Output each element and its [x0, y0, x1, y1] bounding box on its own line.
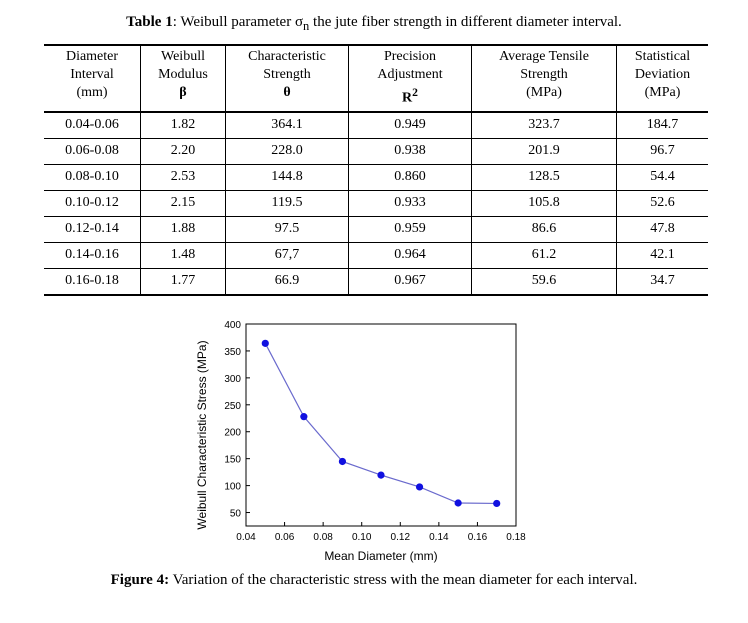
table-caption: [0, 14, 748, 34]
table-cell: 0.938: [349, 138, 472, 164]
table-cell: 228.0: [226, 138, 349, 164]
table-cell: 0.933: [349, 190, 472, 216]
table-cell: 0.08-0.10: [44, 164, 141, 190]
figure-caption-text: Variation of the characteristic stress with the mean diameter for each interval.: [169, 572, 638, 588]
table-caption-text: : Weibull parameter σ: [172, 14, 304, 30]
x-tick-label: 0.10: [351, 532, 372, 543]
weibull-table: [44, 44, 708, 296]
table-cell: 0.12-0.14: [44, 216, 141, 242]
y-axis-label: Weibull Characteristic Stress (MPa): [195, 340, 209, 530]
table-row: [44, 268, 708, 295]
y-tick-label: 300: [224, 373, 241, 385]
y-tick-label: 250: [224, 400, 241, 412]
table-cell: 2.15: [141, 190, 226, 216]
table-cell: 66.9: [226, 268, 349, 295]
table-cell: 97.5: [226, 216, 349, 242]
table-cell: 86.6: [472, 216, 617, 242]
series-line: [265, 343, 496, 503]
header-average-tensile-strength: Average Tensile Strength (MPa): [472, 45, 617, 112]
data-point: [300, 413, 307, 420]
table-cell: 105.8: [472, 190, 617, 216]
table-caption-rest: the jute fiber strength in different diameter interval.: [309, 14, 622, 30]
table-caption-label: Table 1: [126, 14, 173, 30]
table-row: [44, 242, 708, 268]
x-tick-label: 0.08: [313, 532, 333, 543]
data-points: [262, 340, 501, 507]
table-cell: 67,7: [226, 242, 349, 268]
plot-frame: [246, 324, 516, 526]
table-cell: 2.53: [141, 164, 226, 190]
header-diameter-interval: Diameter Interval (mm): [44, 45, 141, 112]
table-cell: 0.16-0.18: [44, 268, 141, 295]
x-tick-label: 0.18: [506, 532, 526, 543]
table-cell: 201.9: [472, 138, 617, 164]
table-cell: 1.77: [141, 268, 226, 295]
table-cell: 128.5: [472, 164, 617, 190]
table-cell: 1.88: [141, 216, 226, 242]
table-cell: 52.6: [617, 190, 709, 216]
data-point: [262, 340, 269, 347]
table-cell: 0.14-0.16: [44, 242, 141, 268]
header-statistical-deviation: Statistical Deviation (MPa): [617, 45, 709, 112]
table-row: [44, 216, 708, 242]
x-tick-label: 0.04: [236, 532, 256, 543]
y-tick-label: 350: [224, 346, 241, 358]
table-cell: 184.7: [617, 112, 709, 139]
table-cell: 119.5: [226, 190, 349, 216]
x-tick-label: 0.14: [429, 532, 449, 543]
header-weibull-modulus: Weibull Modulus β: [141, 45, 226, 112]
data-point: [339, 458, 346, 465]
table-cell: 0.959: [349, 216, 472, 242]
table-cell: 0.967: [349, 268, 472, 295]
table-cell: 0.964: [349, 242, 472, 268]
table-cell: 0.949: [349, 112, 472, 139]
y-tick-label: 150: [224, 454, 241, 466]
table-cell: 2.20: [141, 138, 226, 164]
x-tick-label: 0.06: [274, 532, 295, 543]
figure-caption: [0, 572, 748, 589]
table-caption-subscript: n: [303, 19, 310, 33]
x-axis-label: Mean Diameter (mm): [324, 549, 438, 563]
data-point: [455, 499, 462, 506]
figure-caption-label: Figure 4:: [110, 572, 170, 588]
table-cell: 0.10-0.12: [44, 190, 141, 216]
table-row: [44, 164, 708, 190]
table-cell: 47.8: [617, 216, 709, 242]
y-tick-label: 400: [224, 320, 241, 331]
header-characteristic-strength: Characteristic Strength θ: [226, 45, 349, 112]
y-tick-label: 50: [229, 508, 241, 520]
table-cell: 0.860: [349, 164, 472, 190]
data-point: [377, 471, 384, 478]
table-cell: 61.2: [472, 242, 617, 268]
table-row: [44, 138, 708, 164]
y-tick-label: 200: [224, 427, 241, 439]
data-point: [416, 483, 423, 490]
table-cell: 34.7: [617, 268, 709, 295]
table-row: [44, 190, 708, 216]
table-cell: 1.48: [141, 242, 226, 268]
table-cell: 364.1: [226, 112, 349, 139]
data-point: [493, 500, 500, 507]
table-row: [44, 112, 708, 139]
x-tick-label: 0.12: [390, 532, 411, 543]
table-header-row: [44, 45, 708, 112]
table-cell: 0.04-0.06: [44, 112, 141, 139]
table-cell: 1.82: [141, 112, 226, 139]
x-axis: [236, 522, 526, 543]
table-cell: 323.7: [472, 112, 617, 139]
table-cell: 96.7: [617, 138, 709, 164]
table-cell: 54.4: [617, 164, 709, 190]
table-cell: 59.6: [472, 268, 617, 295]
x-tick-label: 0.16: [467, 532, 488, 543]
table-cell: 42.1: [617, 242, 709, 268]
header-precision-adjustment: Precision Adjustment $R^2$: [349, 45, 472, 112]
characteristic-stress-chart: [180, 310, 540, 566]
y-tick-label: 100: [224, 481, 241, 493]
table-cell: 144.8: [226, 164, 349, 190]
table-cell: 0.06-0.08: [44, 138, 141, 164]
